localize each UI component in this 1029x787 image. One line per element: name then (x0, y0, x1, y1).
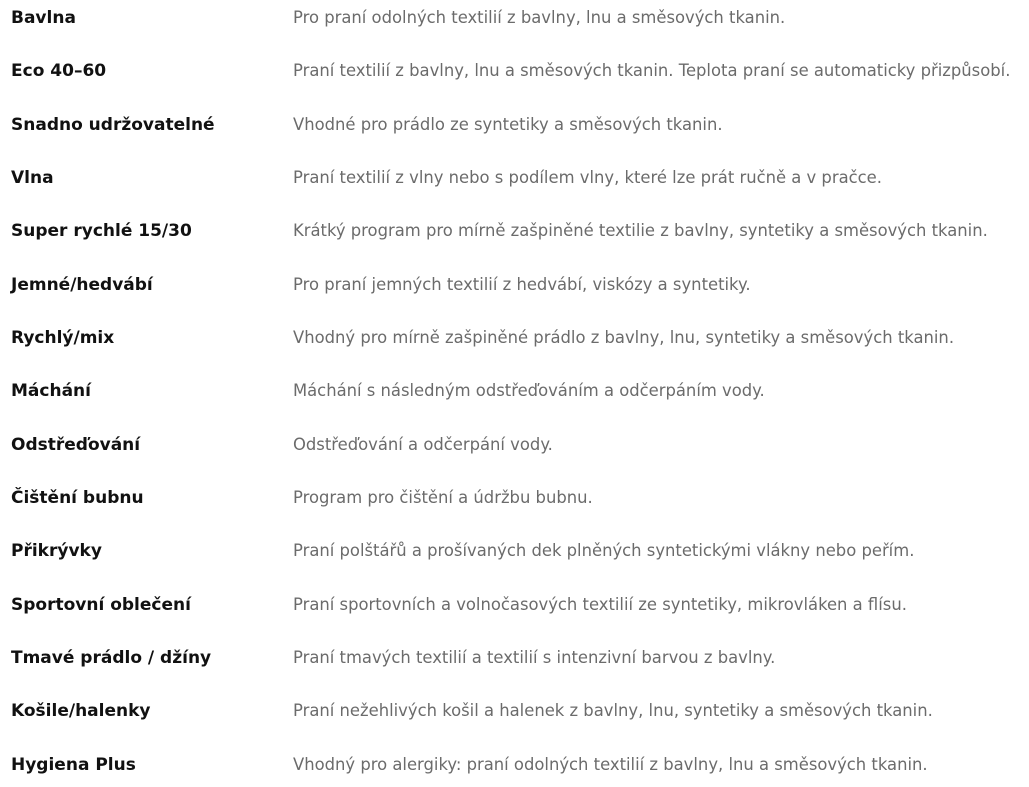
program-description: Praní nežehlivých košil a halenek z bavlny, lnu, syntetiky a směsových tkanin. (293, 701, 933, 720)
program-name: Super rychlé 15/30 (11, 221, 192, 241)
program-row (0, 160, 1029, 196)
program-row (0, 427, 1029, 463)
program-name: Eco 40–60 (11, 61, 107, 81)
program-name: Jemné/hedvábí (11, 275, 153, 295)
program-description: Praní sportovních a volnočasových textilií ze syntetiky, mikrovláken a flísu. (293, 595, 907, 614)
program-description: Krátký program pro mírně zašpiněné textilie z bavlny, syntetiky a směsových tkanin. (293, 221, 988, 240)
program-name: Rychlý/mix (11, 328, 115, 348)
program-row (0, 0, 1029, 36)
program-row (0, 320, 1029, 356)
program-name: Sportovní oblečení (11, 595, 191, 615)
program-row (0, 640, 1029, 676)
program-row (0, 267, 1029, 303)
program-name: Vlna (11, 168, 54, 188)
program-name: Tmavé prádlo / džíny (11, 648, 212, 668)
program-row (0, 480, 1029, 516)
program-name: Máchání (11, 381, 91, 401)
program-name: Přikrývky (11, 541, 102, 561)
program-row (0, 213, 1029, 249)
program-description: Vhodný pro alergiky: praní odolných textilií z bavlny, lnu a směsových tkanin. (293, 755, 928, 774)
program-description: Praní textilií z bavlny, lnu a směsových tkanin. Teplota praní se automaticky přizpůsobí. (293, 61, 1011, 80)
program-description: Praní polštářů a prošívaných dek plněných syntetickými vlákny nebo peřím. (293, 541, 915, 560)
program-description: Pro praní odolných textilií z bavlny, lnu a směsových tkanin. (293, 8, 786, 27)
program-name: Odstřeďování (11, 435, 141, 455)
program-description: Pro praní jemných textilií z hedvábí, viskózy a syntetiky. (293, 275, 751, 294)
program-description: Odstřeďování a odčerpání vody. (293, 435, 553, 454)
program-description: Máchání s následným odstřeďováním a odčerpáním vody. (293, 381, 765, 400)
program-row (0, 53, 1029, 89)
program-description: Program pro čištění a údržbu bubnu. (293, 488, 593, 507)
program-description: Praní textilií z vlny nebo s podílem vlny, které lze prát ručně a v pračce. (293, 168, 882, 187)
program-row (0, 373, 1029, 409)
program-row (0, 533, 1029, 569)
program-description: Vhodný pro mírně zašpiněné prádlo z bavlny, lnu, syntetiky a směsových tkanin. (293, 328, 955, 347)
program-name: Bavlna (11, 8, 76, 28)
program-description: Vhodné pro prádlo ze syntetiky a směsových tkanin. (293, 115, 723, 134)
program-row (0, 747, 1029, 783)
program-name: Čištění bubnu (11, 488, 144, 508)
program-row (0, 693, 1029, 729)
program-name: Hygiena Plus (11, 755, 136, 775)
program-name: Snadno udržovatelné (11, 115, 215, 135)
program-row (0, 587, 1029, 623)
program-row (0, 107, 1029, 143)
program-description: Praní tmavých textilií a textilií s intenzivní barvou z bavlny. (293, 648, 776, 667)
program-name: Košile/halenky (11, 701, 151, 721)
